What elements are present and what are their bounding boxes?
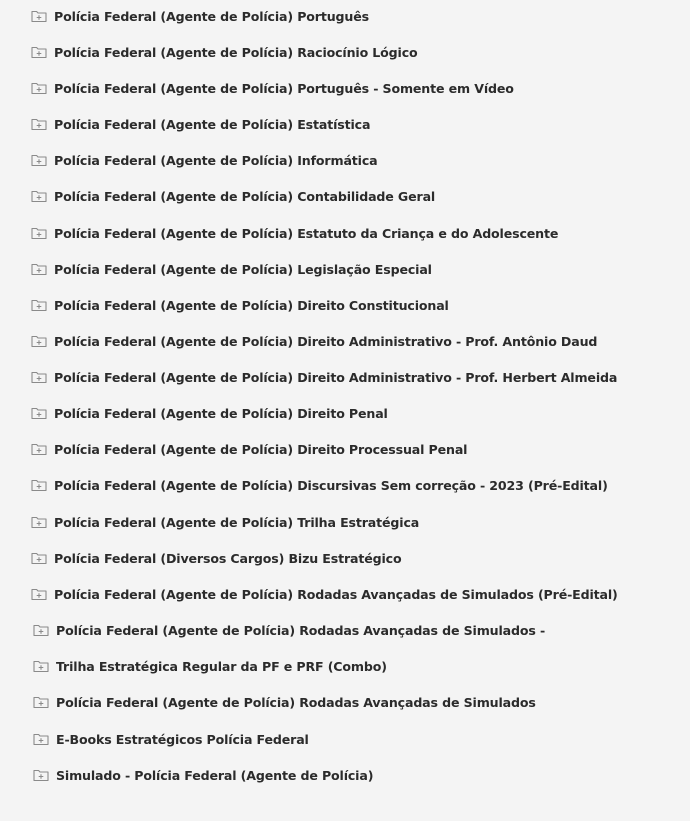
folder-item[interactable] [33, 691, 536, 713]
folder-item[interactable] [31, 438, 467, 460]
folder-label: Polícia Federal (Agente de Polícia) Legislação Especial [54, 261, 432, 277]
folder-item[interactable] [31, 474, 608, 496]
folder-label: Polícia Federal (Agente de Polícia) Informática [54, 152, 378, 168]
folder-plus-icon [31, 9, 47, 23]
folder-item[interactable] [31, 185, 435, 207]
folder-plus-icon [33, 732, 49, 746]
folder-label: Polícia Federal (Agente de Polícia) Discursivas Sem correção - 2023 (Pré-Edital) [54, 477, 608, 493]
folder-label: Trilha Estratégica Regular da PF e PRF (Combo) [56, 658, 387, 674]
folder-label: E-Books Estratégicos Polícia Federal [56, 731, 309, 747]
folder-label: Polícia Federal (Agente de Polícia) Rodadas Avançadas de Simulados (Pré-Edital) [54, 586, 618, 602]
folder-label: Polícia Federal (Agente de Polícia) Raciocínio Lógico [54, 44, 418, 60]
folder-item[interactable] [31, 77, 514, 99]
folder-item[interactable] [31, 258, 432, 280]
folder-item[interactable] [31, 511, 419, 533]
folder-plus-icon [31, 334, 47, 348]
folder-plus-icon [31, 370, 47, 384]
folder-label: Polícia Federal (Agente de Polícia) Rodadas Avançadas de Simulados [56, 694, 536, 710]
folder-label: Polícia Federal (Agente de Polícia) Direito Administrativo - Prof. Antônio Daud [54, 333, 598, 349]
folder-plus-icon [31, 515, 47, 529]
folder-label: Polícia Federal (Agente de Polícia) Estatística [54, 116, 371, 132]
folder-label: Simulado - Polícia Federal (Agente de Polícia) [56, 767, 374, 783]
folder-label: Polícia Federal (Agente de Polícia) Contabilidade Geral [54, 188, 436, 204]
folder-plus-icon [31, 478, 47, 492]
folder-item[interactable] [31, 294, 449, 316]
folder-item[interactable] [31, 5, 369, 27]
folder-label: Polícia Federal (Agente de Polícia) Direito Administrativo - Prof. Herbert Almeida [54, 369, 618, 385]
folder-plus-icon [33, 623, 49, 637]
folder-label: Polícia Federal (Agente de Polícia) Estatuto da Criança e do Adolescente [54, 225, 559, 241]
folder-item[interactable] [31, 330, 597, 352]
folder-plus-icon [31, 117, 47, 131]
folder-plus-icon [33, 768, 49, 782]
folder-item[interactable] [31, 547, 402, 569]
folder-item[interactable] [31, 41, 418, 63]
folder-plus-icon [31, 551, 47, 565]
folder-item[interactable] [31, 222, 558, 244]
folder-item[interactable] [31, 583, 618, 605]
folder-plus-icon [31, 153, 47, 167]
folder-label: Polícia Federal (Agente de Polícia) Direito Processual Penal [54, 441, 468, 457]
folder-item[interactable] [33, 619, 545, 641]
folder-label: Polícia Federal (Diversos Cargos) Bizu Estratégico [54, 550, 402, 566]
folder-plus-icon [31, 406, 47, 420]
folder-plus-icon [31, 442, 47, 456]
folder-plus-icon [31, 45, 47, 59]
folder-label: Polícia Federal (Agente de Polícia) Português [54, 8, 369, 24]
folder-plus-icon [31, 298, 47, 312]
folder-item[interactable] [31, 113, 370, 135]
folder-item[interactable] [31, 366, 617, 388]
folder-label: Polícia Federal (Agente de Polícia) Direito Constitucional [54, 297, 449, 313]
folder-plus-icon [31, 226, 47, 240]
folder-item[interactable] [33, 728, 309, 750]
folder-item[interactable] [33, 764, 373, 786]
folder-plus-icon [31, 81, 47, 95]
folder-item[interactable] [31, 149, 378, 171]
folder-item[interactable] [31, 402, 388, 424]
folder-plus-icon [33, 695, 49, 709]
folder-label: Polícia Federal (Agente de Polícia) Português - Somente em Vídeo [54, 80, 514, 96]
folder-plus-icon [31, 189, 47, 203]
folder-item[interactable] [33, 655, 387, 677]
folder-label: Polícia Federal (Agente de Polícia) Rodadas Avançadas de Simulados - [56, 622, 546, 638]
folder-label: Polícia Federal (Agente de Polícia) Trilha Estratégica [54, 514, 420, 530]
folder-plus-icon [31, 262, 47, 276]
folder-plus-icon [33, 659, 49, 673]
folder-label: Polícia Federal (Agente de Polícia) Direito Penal [54, 405, 388, 421]
folder-plus-icon [31, 587, 47, 601]
